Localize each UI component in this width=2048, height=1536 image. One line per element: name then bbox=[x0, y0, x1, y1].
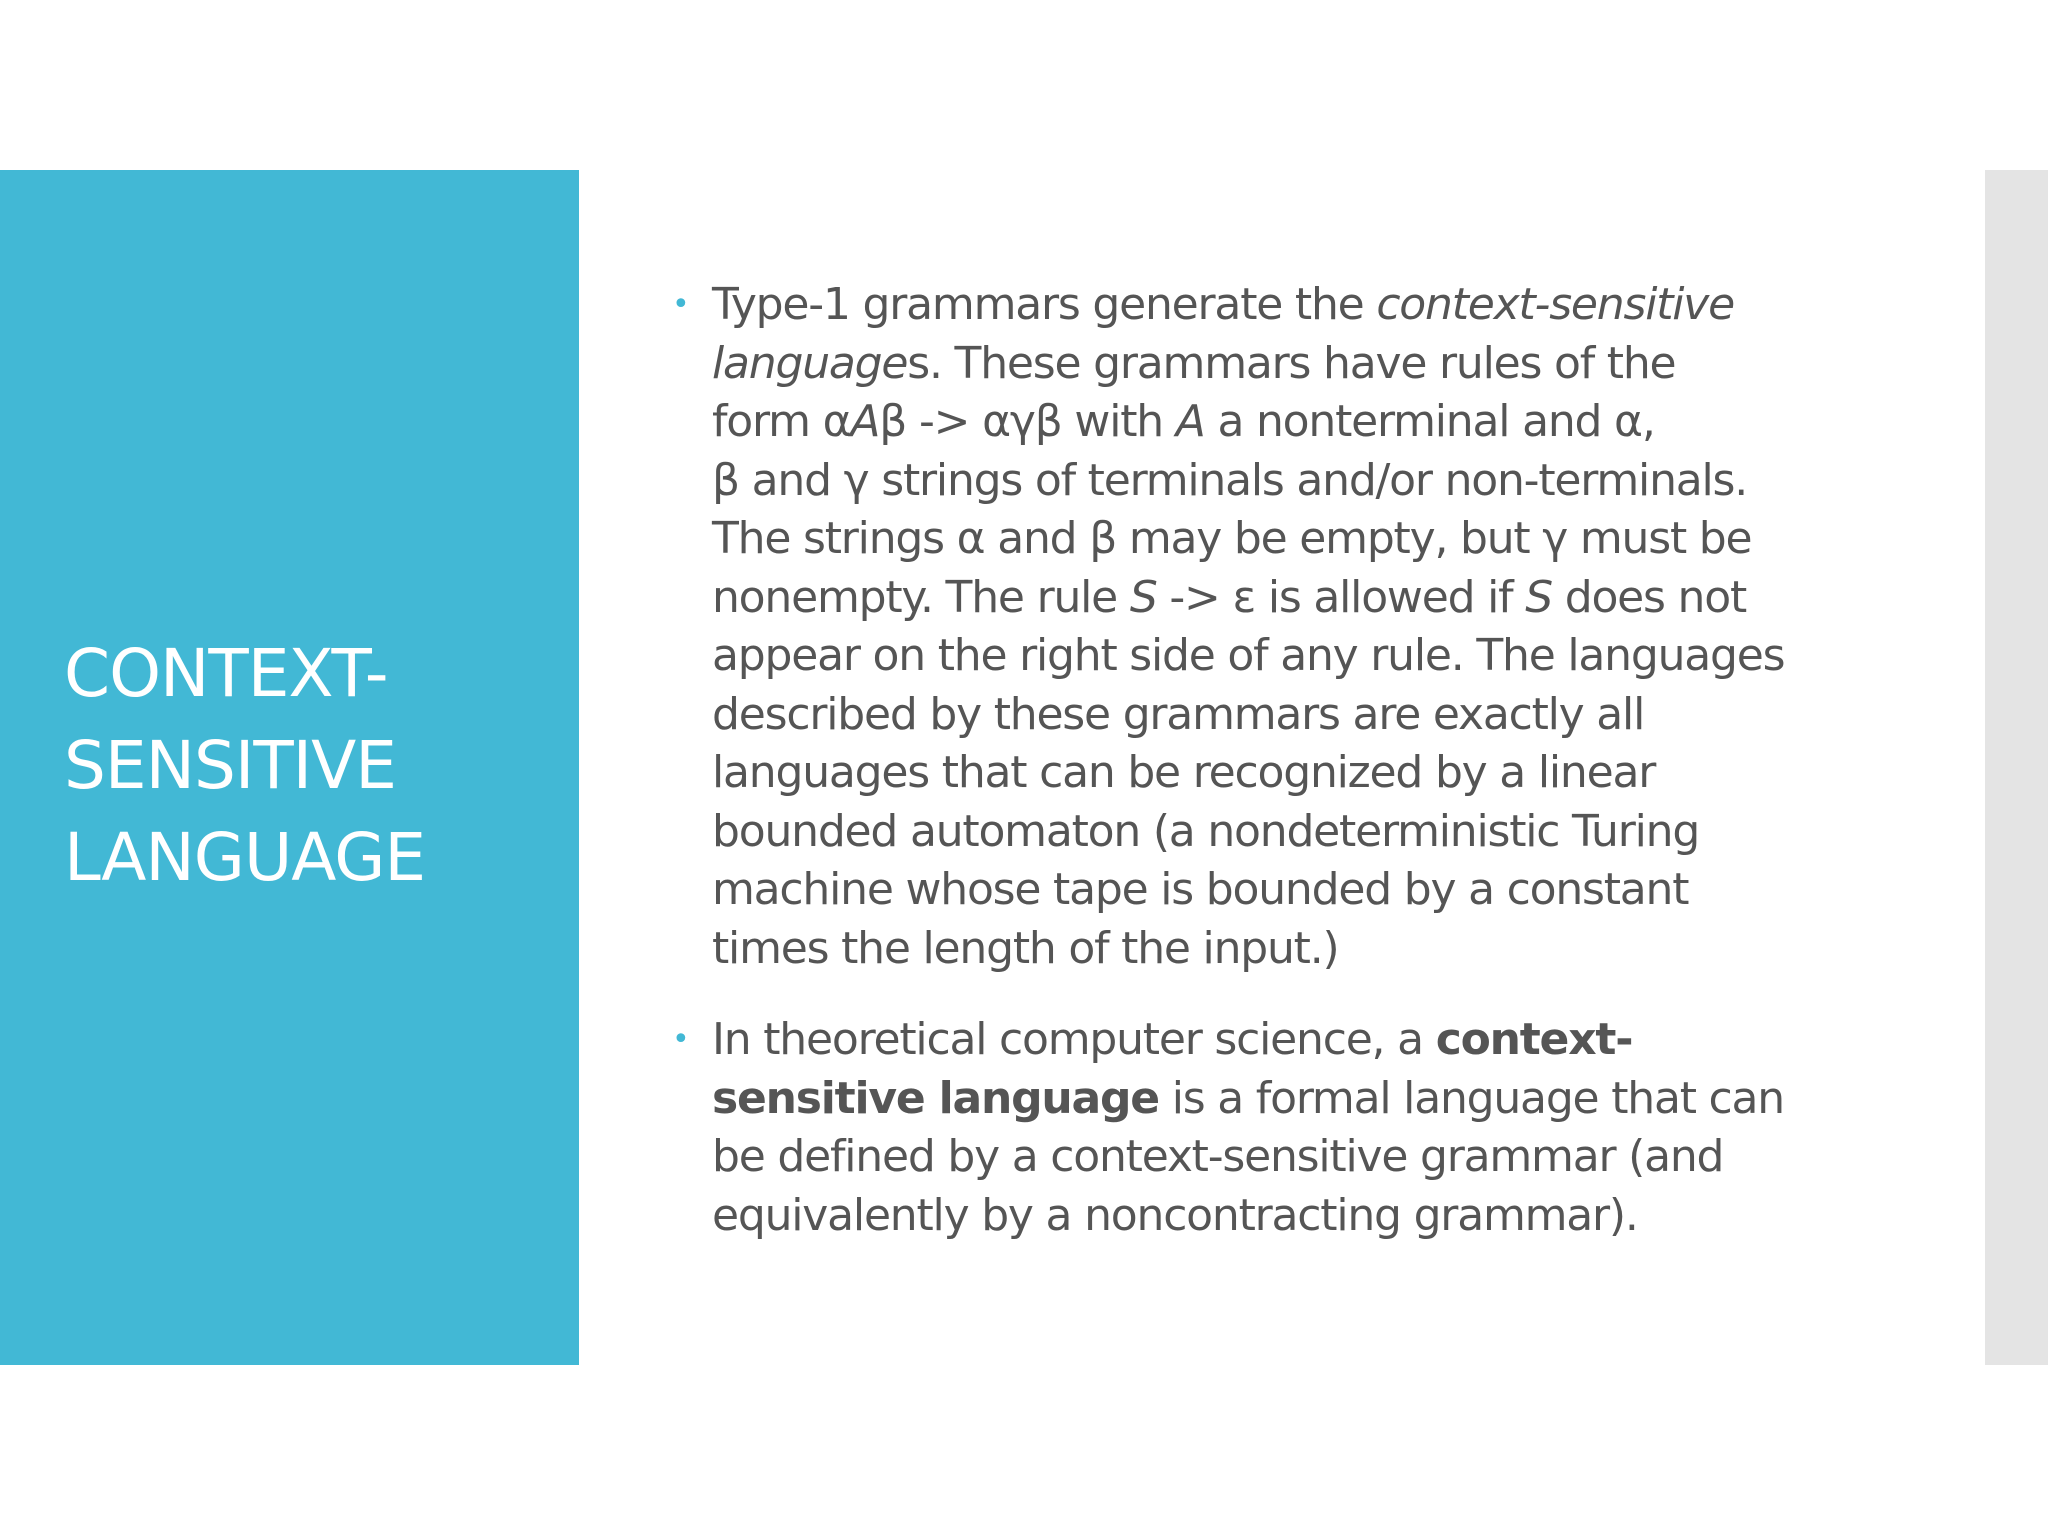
text-run: s. These grammars have rules of the bbox=[907, 337, 1676, 389]
text-run: In theoretical computer science, a bbox=[712, 1014, 1436, 1065]
text-run: times the length of the input.) bbox=[712, 922, 1339, 974]
italic-term: language bbox=[712, 337, 908, 389]
text-run: The strings α and β may be empty, but γ must be bbox=[712, 513, 1752, 564]
italic-symbol: S bbox=[1129, 571, 1157, 623]
bullet-dot-icon: • bbox=[672, 1022, 689, 1057]
right-side-bar bbox=[1985, 170, 2048, 1365]
bullet-item-csl-definition bbox=[672, 1011, 1852, 1245]
text-run: appear on the right side of any rule. The languages bbox=[712, 630, 1785, 681]
bullet-text bbox=[712, 1011, 1852, 1245]
text-run: -> ε is allowed if bbox=[1156, 571, 1526, 623]
text-run: β -> αγβ with bbox=[879, 396, 1176, 447]
bullet-item-type1-grammars bbox=[672, 276, 1852, 978]
text-run: be defined by a context-sensitive grammar (and bbox=[712, 1131, 1724, 1182]
text-run: machine whose tape is bounded by a constant bbox=[712, 864, 1689, 915]
bullet-dot-icon: • bbox=[672, 287, 689, 322]
italic-symbol: S bbox=[1525, 571, 1552, 623]
slide-title bbox=[64, 628, 564, 904]
text-run: is a formal language that can bbox=[1158, 1072, 1784, 1124]
text-run: bounded automaton (a nondeterministic Turing bbox=[712, 805, 1700, 857]
text-run: described by these grammars are exactly all bbox=[712, 688, 1645, 740]
bold-term: context- bbox=[1435, 1014, 1633, 1065]
bullet-list bbox=[672, 276, 1852, 1278]
text-run: equivalently by a noncontracting grammar). bbox=[712, 1189, 1638, 1241]
italic-term: context-sensitive bbox=[1376, 279, 1735, 330]
italic-symbol: A bbox=[850, 396, 880, 447]
text-run: languages that can be recognized by a linear bbox=[712, 747, 1656, 798]
text-run: nonempty. The rule bbox=[712, 571, 1130, 623]
text-run: a nonterminal and α, bbox=[1204, 396, 1655, 447]
bold-term: sensitive language bbox=[712, 1072, 1159, 1124]
title-line: LANGUAGE bbox=[64, 819, 426, 896]
title-line: CONTEXT- bbox=[64, 635, 388, 712]
text-run: does not bbox=[1551, 571, 1747, 623]
text-run: form α bbox=[712, 396, 851, 447]
text-run: Type-1 grammars generate the bbox=[712, 279, 1377, 330]
title-line: SENSITIVE bbox=[64, 727, 396, 804]
italic-symbol: A bbox=[1175, 396, 1205, 447]
bullet-text bbox=[712, 276, 1852, 978]
text-run: β and γ strings of terminals and/or non-terminals. bbox=[712, 454, 1748, 506]
